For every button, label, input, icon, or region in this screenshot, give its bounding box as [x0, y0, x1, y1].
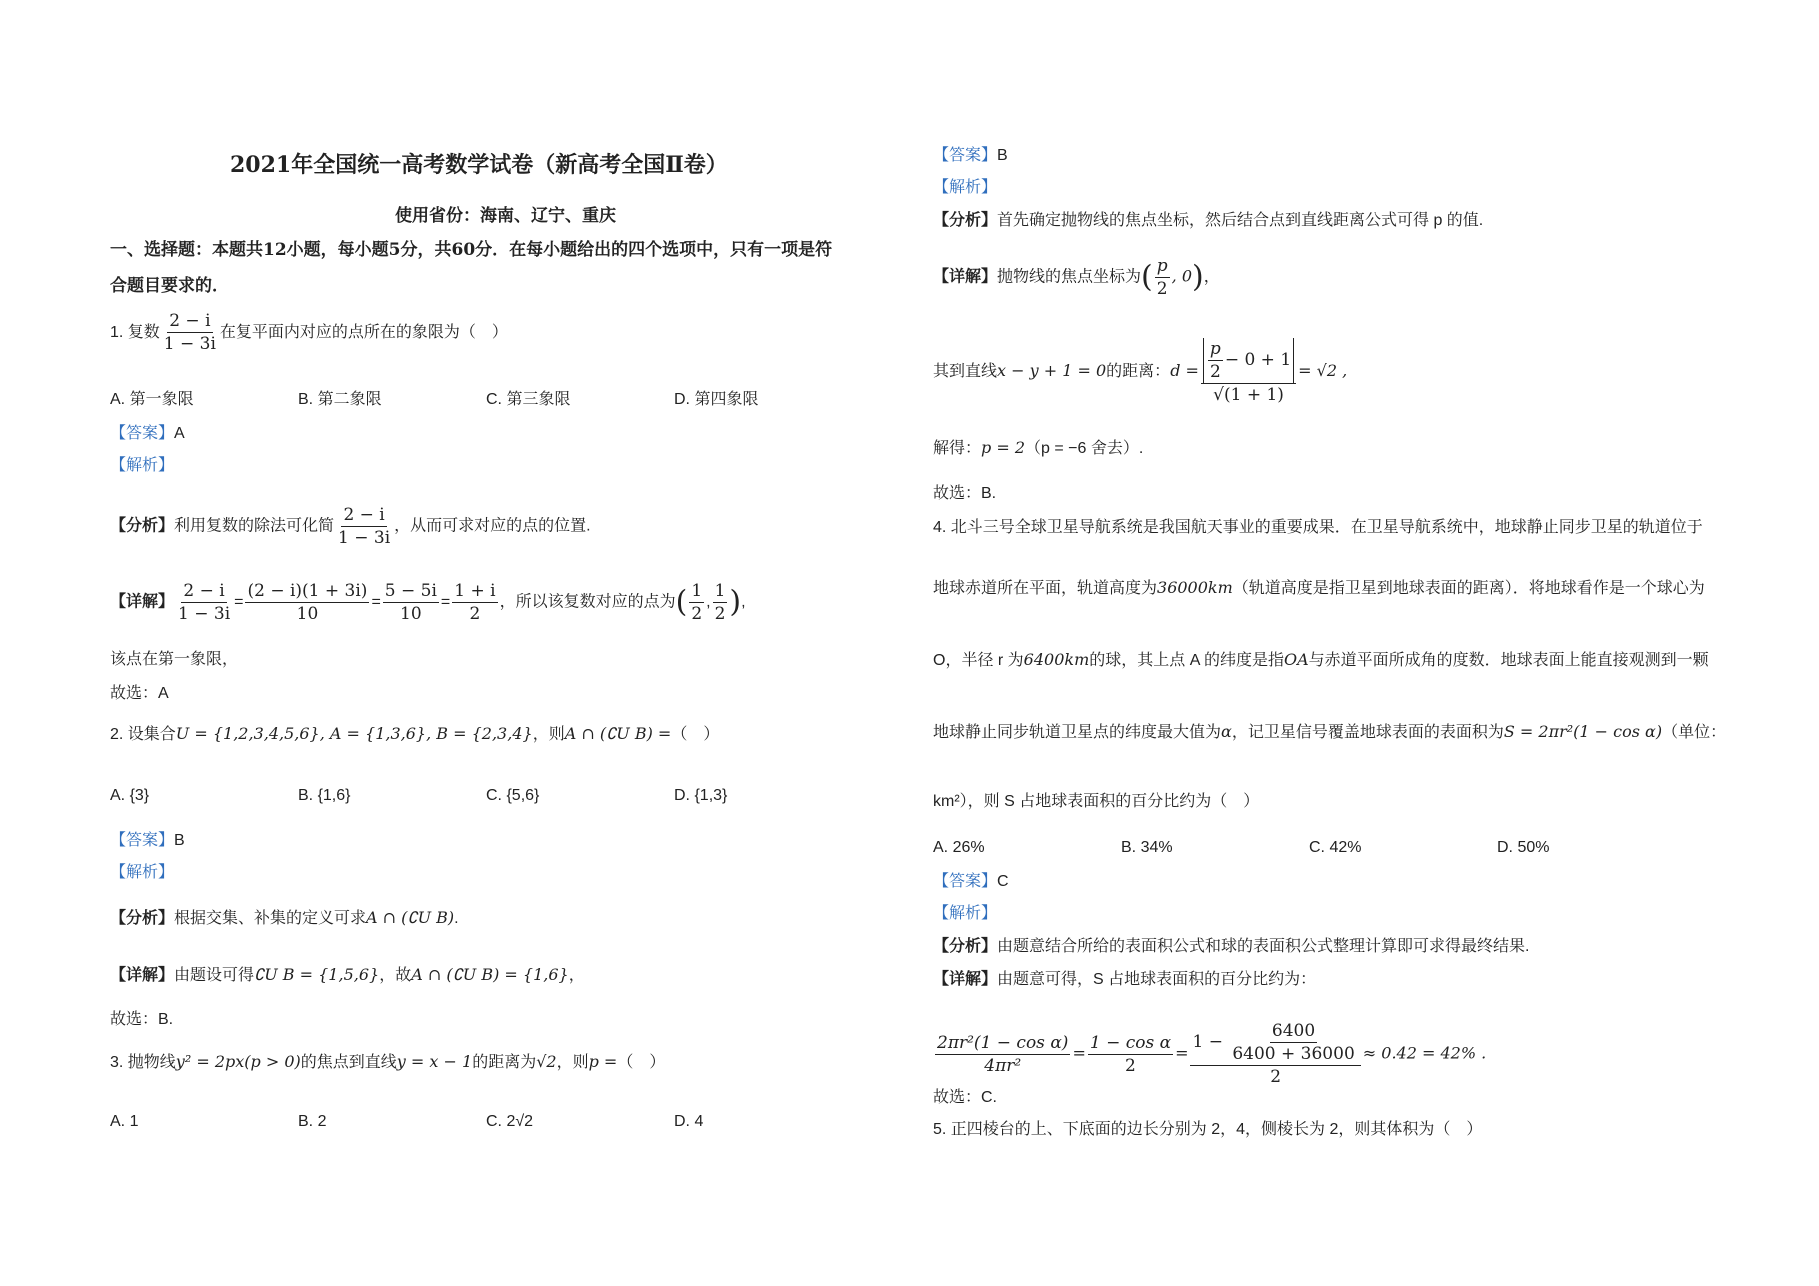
section-heading: 一、选择题：本题共12小题，每小题5分，共60分．在每小题给出的四个选项中，只有一项是符	[110, 240, 833, 260]
q4-option-a: A. 26%	[933, 839, 985, 856]
q3-answer: 【答案】B	[933, 147, 1008, 164]
q3-option-d: D. 4	[674, 1113, 704, 1130]
q2-answer: 【答案】B	[110, 832, 185, 849]
right-column	[933, 0, 1727, 1286]
q4-line4: 地球静止同步轨道卫星点的纬度最大值为α，记卫星信号覆盖地球表面的表面积为S = 2πr²(1 − cos α)（单位：	[933, 722, 1727, 741]
q4-calculation: $\frac{\text{2πr²(1 − cos α)}}{\text{4πr²}}$ = $\frac{\text{1 − cos α}}{2}$ = 1 − $\frac{6400}{6400 + 36000}$ 2 ≈ 0.42 = 42% .	[937, 1021, 1487, 1087]
question-3: 3. 抛物线y² = 2px(p > 0)的焦点到直线y = x − 1的距离为√2，则p =（ ）	[110, 1052, 666, 1071]
q1-fraction: $\frac{2 - i}{1 - 3i}$	[163, 311, 216, 354]
q3-distance: 其到直线x − y + 1 = 0的距离：d = $\frac{p}{2}$ − 0 + 1 √(1 + 1) = √2 ,	[933, 339, 1348, 405]
q1-analysis-head: 【解析】	[110, 457, 175, 474]
q1-fenxi: 【分析】利用复数的除法可化简 $\frac{2 - i}{1 - 3i}$ ，从而可求对应的点的位置.	[110, 505, 591, 548]
q1-choose: 故选：A	[110, 685, 169, 702]
question-4: 4. 北斗三号全球卫星导航系统是我国航天事业的重要成果．在卫星导航系统中，地球静止同步卫星的轨道位于	[933, 519, 1703, 536]
q2-analysis-head: 【解析】	[110, 864, 175, 881]
question-5: 5. 正四棱台的上、下底面的边长分别为 2，4，侧棱长为 2，则其体积为（ ）	[933, 1121, 1483, 1138]
q2-detail: 【详解】由题设可得∁U B = {1,5,6}，故A ∩ (∁U B) = {1,6}，	[110, 965, 585, 984]
q4-line5: km²），则 S 占地球表面积的百分比约为（ ）	[933, 793, 1260, 810]
q1-option-a: A. 第一象限	[110, 391, 194, 408]
question-2: 2. 设集合U = {1,2,3,4,5,6}, A = {1,3,6}, B = {2,3,4}，则A ∩ (∁U B) =（ ）	[110, 724, 720, 743]
q1-line2: 该点在第一象限，	[110, 651, 239, 668]
q1-detail: 【详解】 $\frac{2 - i}{1 - 3i}$ = $\frac{(2 - i)(1 + 3i)}{10}$ = $\frac{5 - 5i}{10}$ = $\frac{1 + i}{2}$ ，所以该复数对应的点为( $\frac{1}{2}$ , $\frac{1}{2}$ ),	[110, 581, 746, 624]
q3-option-c: C. 2√2	[486, 1113, 534, 1130]
q4-choose: 故选：C.	[933, 1089, 998, 1106]
page-title: 2021年全国统一高考数学试卷（新高考全国Ⅱ卷）	[230, 152, 728, 178]
q3-option-b: B. 2	[298, 1113, 327, 1130]
section-heading-cont: 合题目要求的．	[110, 276, 229, 296]
q2-fenxi: 【分析】根据交集、补集的定义可求A ∩ (∁U B).	[110, 908, 459, 927]
q1-option-b: B. 第二象限	[298, 391, 382, 408]
q4-option-d: D. 50%	[1497, 839, 1550, 856]
q4-option-c: C. 42%	[1309, 839, 1362, 856]
q2-choose: 故选：B.	[110, 1011, 174, 1028]
question-1: 1. 复数 $\frac{2 - i}{1 - 3i}$ 在复平面内对应的点所在的象限为（ ）	[110, 311, 508, 354]
q3-detail: 【详解】抛物线的焦点坐标为( $\frac{p}{2}$ , 0)，	[933, 256, 1220, 299]
q3-analysis-head: 【解析】	[933, 179, 998, 196]
q2-option-a: A. {3}	[110, 787, 150, 804]
q1-option-c: C. 第三象限	[486, 391, 571, 408]
q4-answer: 【答案】C	[933, 873, 1009, 890]
q1-option-d: D. 第四象限	[674, 391, 759, 408]
q2-option-c: C. {5,6}	[486, 787, 540, 804]
provinces: 使用省份：海南、辽宁、重庆	[395, 206, 616, 226]
q3-fenxi: 【分析】首先确定抛物线的焦点坐标，然后结合点到直线距离公式可得 p 的值.	[933, 212, 1484, 229]
q1-answer: 【答案】A	[110, 425, 185, 442]
q4-line2: 地球赤道所在平面，轨道高度为36000km（轨道高度是指卫星到地球表面的距离）．将地球看作是一个球心为	[933, 578, 1705, 597]
q4-fenxi: 【分析】由题意结合所给的表面积公式和球的表面积公式整理计算即可求得最终结果.	[933, 938, 1530, 955]
q4-detail: 【详解】由题意可得，S 占地球表面积的百分比约为：	[933, 971, 1317, 988]
q2-option-d: D. {1,3}	[674, 787, 728, 804]
q2-option-b: B. {1,6}	[298, 787, 351, 804]
left-column	[110, 0, 890, 1286]
q3-solve: 解得：p = 2（p = −6 舍去）.	[933, 438, 1144, 457]
q3-choose: 故选：B.	[933, 485, 997, 502]
q4-line3: O，半径 r 为6400km的球，其上点 A 的纬度是指OA与赤道平面所成角的度数．地球表面上能直接观测到一颗	[933, 650, 1709, 669]
q4-option-b: B. 34%	[1121, 839, 1173, 856]
q3-option-a: A. 1	[110, 1113, 139, 1130]
q4-analysis-head: 【解析】	[933, 905, 998, 922]
